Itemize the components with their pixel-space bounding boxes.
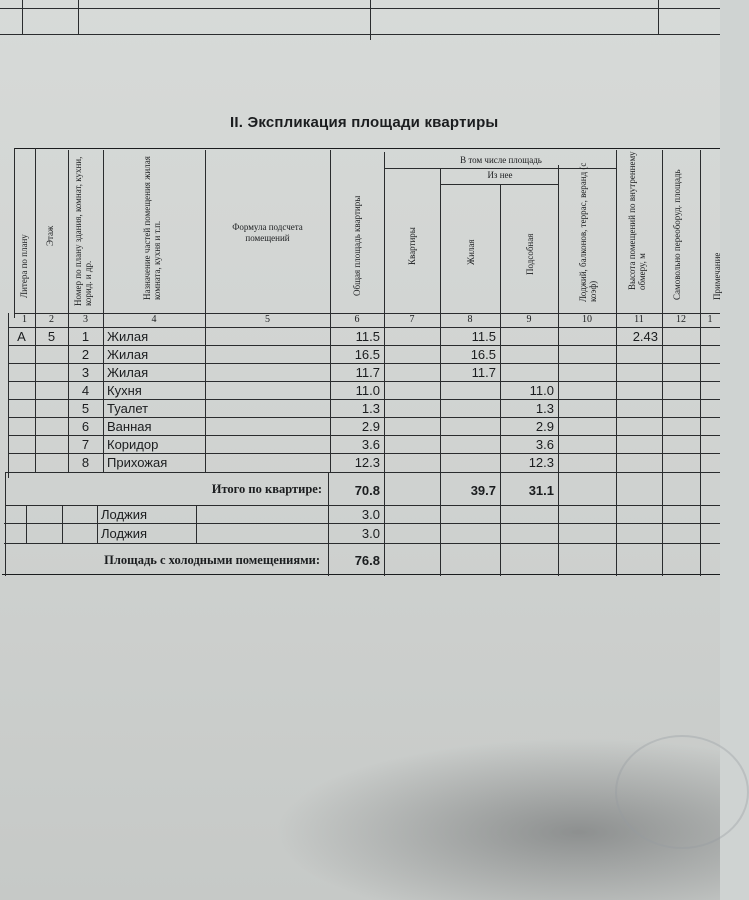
header-room-number: Номер по плану здания, комнат, кухни, корид. и др. xyxy=(73,156,93,306)
cell-total-area: 16.5 xyxy=(354,347,380,362)
cell-purpose: Жилая xyxy=(107,365,149,380)
cell-purpose: Кухня xyxy=(107,383,142,398)
cell-purpose: Туалет xyxy=(107,401,149,416)
header-formula: Формула подсчета помещений xyxy=(232,222,303,243)
col-number: 5 xyxy=(265,314,270,325)
total-area: 70.8 xyxy=(354,483,380,498)
cell-living-area: 11.5 xyxy=(471,329,496,344)
cell-aux-area: 11.0 xyxy=(529,383,554,398)
header-of-it: Из нее xyxy=(487,170,513,180)
loggia-purpose: Лоджия xyxy=(101,507,148,522)
cell-purpose: Жилая xyxy=(107,329,149,344)
cell-aux-area: 3.6 xyxy=(535,437,554,452)
cell-aux-area: 1.3 xyxy=(535,401,554,416)
cell-total-area: 2.9 xyxy=(361,419,380,434)
col-number: 9 xyxy=(526,314,532,325)
loggia-purpose: Лоджия xyxy=(101,526,148,541)
cell-total-area: 1.3 xyxy=(361,401,380,416)
col-number: 1 xyxy=(707,314,713,325)
cell-purpose: Коридор xyxy=(107,437,159,452)
loggia-area: 3.0 xyxy=(361,526,380,541)
section-title: II. Экспликация площади квартиры xyxy=(230,114,499,131)
col-number: 3 xyxy=(83,314,88,325)
cell-room-number: 6 xyxy=(81,419,90,434)
header-loggias: Лоджий, балконов, террас, веранд (с коэф) xyxy=(578,162,598,302)
cell-room-number: 8 xyxy=(81,455,90,470)
cell-aux-area: 12.3 xyxy=(528,455,554,470)
cell-room-number: 2 xyxy=(81,347,90,362)
cell-living-area: 11.7 xyxy=(471,365,496,380)
cell-living-area: 16.5 xyxy=(470,347,496,362)
header-note: Примечание xyxy=(712,252,722,300)
cell-purpose: Жилая xyxy=(107,347,149,362)
cell-floor: 5 xyxy=(47,329,56,344)
cell-total-area: 11.0 xyxy=(355,383,380,398)
header-living: Жилая xyxy=(466,239,476,265)
col-number: 6 xyxy=(354,314,360,325)
col-number: 10 xyxy=(582,314,592,325)
header-unauthorized: Самовольно переоборуд. площадь xyxy=(672,169,682,300)
total-label: Итого по квартире: xyxy=(211,482,322,496)
total-aux: 31.1 xyxy=(528,483,554,498)
loggia-area: 3.0 xyxy=(361,507,380,522)
cell-room-number: 3 xyxy=(81,365,90,380)
cold-area-label: Площадь с холодными помещениями: xyxy=(104,553,320,567)
cell-purpose: Ванная xyxy=(107,419,152,434)
header-height: Высота помещений по внутреннему обмеру, м xyxy=(627,151,647,290)
cell-litera: А xyxy=(17,329,26,344)
cold-area-total: 76.8 xyxy=(354,553,380,568)
total-living: 39.7 xyxy=(470,483,496,498)
col-number: 1 xyxy=(22,314,27,325)
col-number: 8 xyxy=(467,314,473,325)
header-auxiliary: Подсобная xyxy=(525,233,535,275)
cell-total-area: 3.6 xyxy=(361,437,380,452)
cell-room-number: 5 xyxy=(81,401,90,416)
col-number: 11 xyxy=(634,314,644,325)
cell-total-area: 11.5 xyxy=(355,329,380,344)
cell-total-area: 11.7 xyxy=(355,365,380,380)
header-including: В том числе площадь xyxy=(460,155,542,165)
cell-room-number: 4 xyxy=(81,383,90,398)
col-number: 4 xyxy=(151,314,157,325)
cell-height: 2.43 xyxy=(632,329,658,344)
col-number: 12 xyxy=(676,314,686,325)
col-number: 7 xyxy=(409,314,415,325)
header-floor: Этаж xyxy=(45,225,55,246)
cell-room-number: 7 xyxy=(81,437,90,452)
header-litera: Литера по плану xyxy=(19,234,29,298)
cell-aux-area: 2.9 xyxy=(535,419,554,434)
col-number: 2 xyxy=(49,314,54,325)
cell-room-number: 1 xyxy=(81,329,90,344)
header-apartment: Квартиры xyxy=(407,227,417,265)
cell-total-area: 12.3 xyxy=(354,455,380,470)
cell-purpose: Прихожая xyxy=(107,455,168,470)
header-total-area: Общая площадь квартиры xyxy=(352,195,362,296)
header-purpose: Назначение частей помещения жилая комната, кухня и т.п. xyxy=(142,156,162,300)
